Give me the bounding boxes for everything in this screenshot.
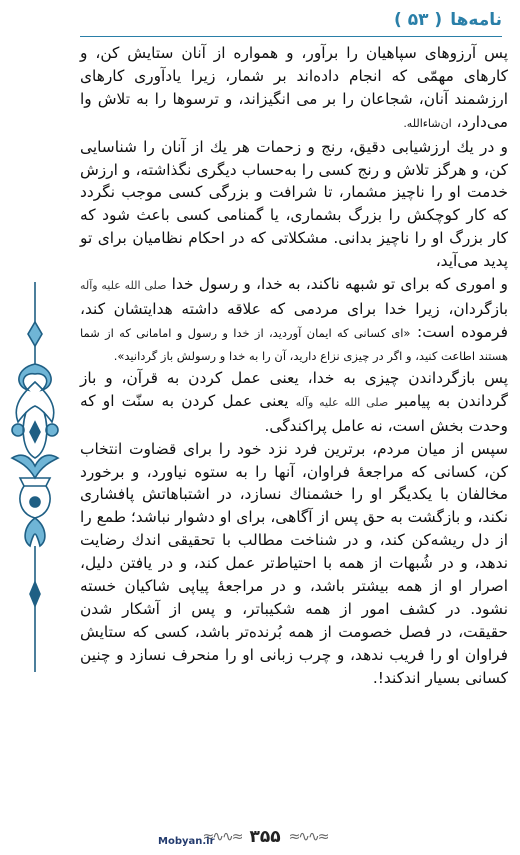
site-brand: Mobyan.ir: [158, 836, 215, 847]
paragraph-5: سپس از میان مردم، برترین فرد نزد خود را برای قضاوت انتخاب کن، کسانی که مراجعهٔ فراوان، آنها را به ستوه نیاورد، و برخورد مخالفان با یکدیگر او را خشمناك نسازد، در اشتباهاتش پافشاری نکند، و بازگشت به حق پس از آگاهی، برای او دشوار نباشد؛ طمع را از دل ریشه‌کن کند، و در شناخت مطالب با تحقیقی اندك رضایت ندهد، و در شُبهات از همه با احتیاط‌تر عمل کند، و در یافتن دلیل، اصرار او از همه بیشتر باشد، و در مراجعهٔ پیاپی شاکیان خسته نشود. در کشف امور از همه شکیباتر، و پس از آشکار شدن حقیقت، در فصل خصومت از همه بُرنده‌تر باشد، کسی که ستایش فراوان او را فریب ندهد، و چرب زبانی او را منحرف نسازد و چنین کسانی بسیار اندکند!.: [80, 439, 508, 687]
paragraph-2: و در یك ارزشیابی دقیق، رنج و زحمات هر یك از آنان را شناسایی کن، و هرگز تلاش و رنج کسی را به‌حساب دیگری نگذاشته، و ارزش خدمت او را ناچیز مشمار، تا شرافت و بزرگی کسی موجب نگردد که کار کوچکش را بزرگ بشماری، یا گمنامی کسی باعث شود که کار بزرگ او را ناچیز بدانی. مشکلاتی که در احکام نظامیان برای تو پدید می‌آید،: [80, 137, 508, 271]
document-body: [80, 42, 508, 690]
letters-title: نامه‌ها: [450, 10, 502, 30]
paragraph-4-part-a: پس بازگرداندن چیزی به خدا، یعنی عمل کردن به قرآن، و باز گرداندن به پیامبر: [80, 368, 508, 410]
salawat-2: صلی الله علیه وآله: [295, 395, 389, 409]
page-number: ۳۵۵: [249, 827, 281, 847]
paragraph-3-part-b: بازگردان، زیرا خدا برای مردمی که علاقه داشته هدایتشان کند، فرموده است:: [80, 299, 508, 341]
letter-number: ( ۵۳ ): [394, 10, 443, 30]
page-header: [80, 8, 502, 32]
paragraph-1-note: ان‌شاءالله.: [403, 116, 452, 130]
decorative-ornament-icon: [6, 282, 64, 672]
paragraph-4: [80, 367, 508, 438]
paragraph-1-text: پس آرزوهای سپاهیان را برآور، و همواره از آنان ستایش کن، و کارهای مهمّی که انجام داده‌اند بر شمار، زیرا یادآوری کارهای ارزشمند آنان، شجاعان را بر می انگیزاند، و ترسوها را به تلاش وا می‌دارد،: [80, 44, 508, 131]
quranic-quote: «ای کسانی که ایمان آوردید، از خدا و رسول و امامانی که از شما هستند اطاعت کنید، و اگر در چیزی نزاع دارید، آن را به خدا و رسولش باز گردانید».: [80, 325, 508, 363]
salawat-1: صلی الله علیه وآله: [80, 279, 167, 293]
paragraph-4-part-b: یعنی عمل کردن به سنّت او که وحدت بخش است، نه عامل پراکندگی.: [80, 391, 508, 435]
paragraph-3-part-a: و اموری که برای تو شبهه ناکند، به خدا، و رسول خدا: [166, 275, 508, 294]
footer-swirl-right-icon: ≈∿∿≈: [288, 829, 328, 845]
header-divider: [80, 36, 502, 37]
paragraph-3: [80, 273, 508, 367]
footer-swirl-left-icon: ≈∿∿≈: [202, 829, 242, 845]
paragraph-1: [80, 42, 508, 136]
